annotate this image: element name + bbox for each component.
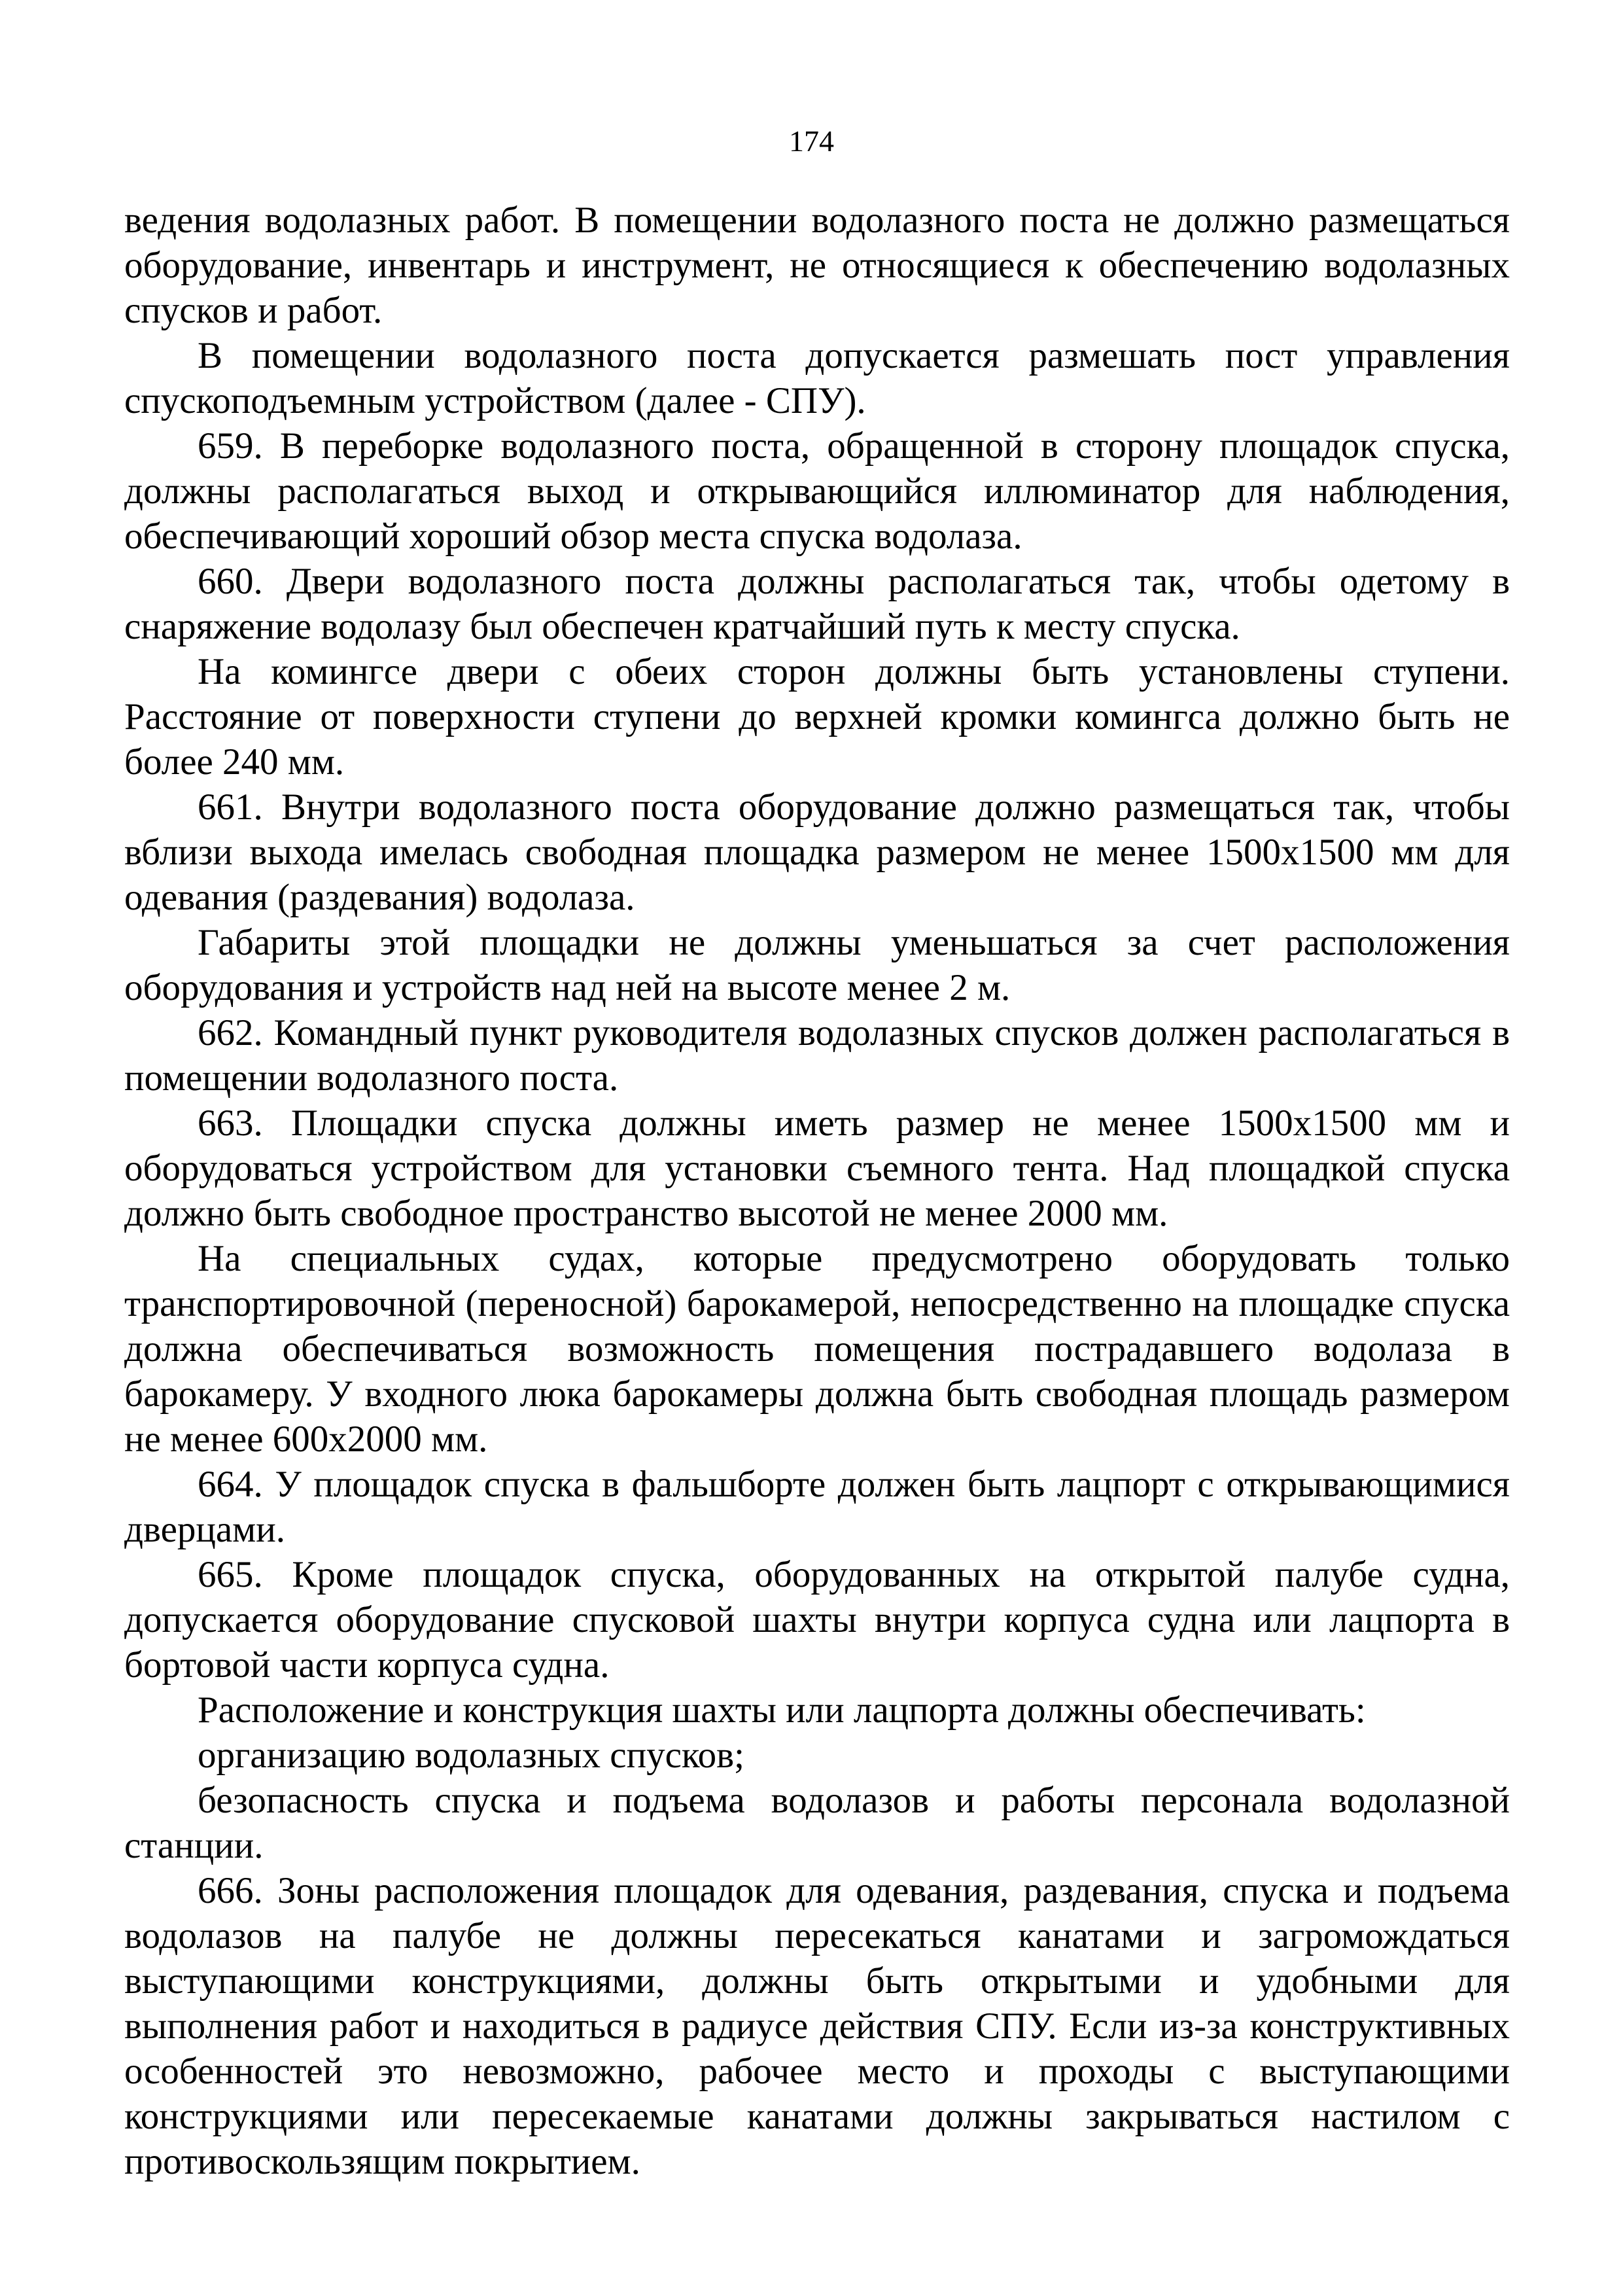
list-item: организацию водолазных спусков; — [198, 1735, 744, 1776]
paragraph-664: 664. У площадок спуска в фальшборте должен быть лацпорт с открывающимися дверцами. — [124, 1464, 1510, 1550]
paragraph: В помещении водолазного поста допускается размешать пост управления спускоподъемным устройством (далее - СПУ). — [124, 335, 1510, 421]
paragraph-659: 659. В переборке водолазного поста, обращенной в сторону площадок спуска, должны располагаться выход и открывающийся иллюминатор для наблюдения, обеспечивающий хороший обзор места спуска водолаза. — [124, 425, 1510, 557]
paragraph-continuation: ведения водолазных работ. В помещении водолазного поста не должно размещаться оборудование, инвентарь и инструмент, не относящиеся к обеспечению водолазных спусков и работ. — [124, 200, 1510, 331]
paragraph: На комингсе двери с обеих сторон должны быть установлены ступени. Расстояние от поверхности ступени до верхней кромки комингса должно быть не более 240 мм. — [124, 651, 1510, 783]
paragraph-666: 666. Зоны расположения площадок для одевания, раздевания, спуска и подъема водолазов на палубе не должны пересекаться канатами и загромождаться выступающими конструкциями, должны быть открытыми и удобными для выполнения работ и находиться в радиусе действия СПУ. Если из-за конструктивных особенностей это невозможно, рабочее место и проходы с выступающими конструкциями или пересекаемые канатами должны закрываться настилом с противоскользящим покрытием. — [124, 1870, 1510, 2182]
document-body — [124, 198, 1510, 2184]
paragraph: Расположение и конструкция шахты или лацпорта должны обеспечивать: — [198, 1689, 1366, 1731]
paragraph: Габариты этой площадки не должны уменьшаться за счет расположения оборудования и устройств над ней на высоте менее 2 м. — [124, 922, 1510, 1008]
paragraph-661: 661. Внутри водолазного поста оборудование должно размещаться так, чтобы вблизи выхода имелась свободная площадка размером не менее 1500x1500 мм для одевания (раздевания) водолаза. — [124, 786, 1510, 918]
paragraph-662: 662. Командный пункт руководителя водолазных спусков должен располагаться в помещении водолазного поста. — [124, 1012, 1510, 1099]
paragraph-665: 665. Кроме площадок спуска, оборудованных на открытой палубе судна, допускается оборудование спусковой шахты внутри корпуса судна или лацпорта в бортовой части корпуса судна. — [124, 1554, 1510, 1686]
page-number: 174 — [789, 124, 834, 158]
paragraph-660: 660. Двери водолазного поста должны располагаться так, чтобы одетому в снаряжение водолазу был обеспечен кратчайший путь к месту спуска. — [124, 561, 1510, 647]
paragraph-663: 663. Площадки спуска должны иметь размер не менее 1500x1500 мм и оборудоваться устройством для установки съемного тента. Над площадкой спуска должно быть свободное пространство высотой не менее 2000 мм. — [124, 1103, 1510, 1234]
list-item: безопасность спуска и подъема водолазов и работы персонала водолазной станции. — [124, 1780, 1510, 1866]
paragraph: На специальных судах, которые предусмотрено оборудовать только транспортировочной (переносной) барокамерой, непосредственно на площадке спуска должна обеспечиваться возможность помещения пострадавшего водолаза в барокамеру. У входного люка барокамеры должна быть свободная площадь размером не менее 600x2000 мм. — [124, 1238, 1510, 1460]
